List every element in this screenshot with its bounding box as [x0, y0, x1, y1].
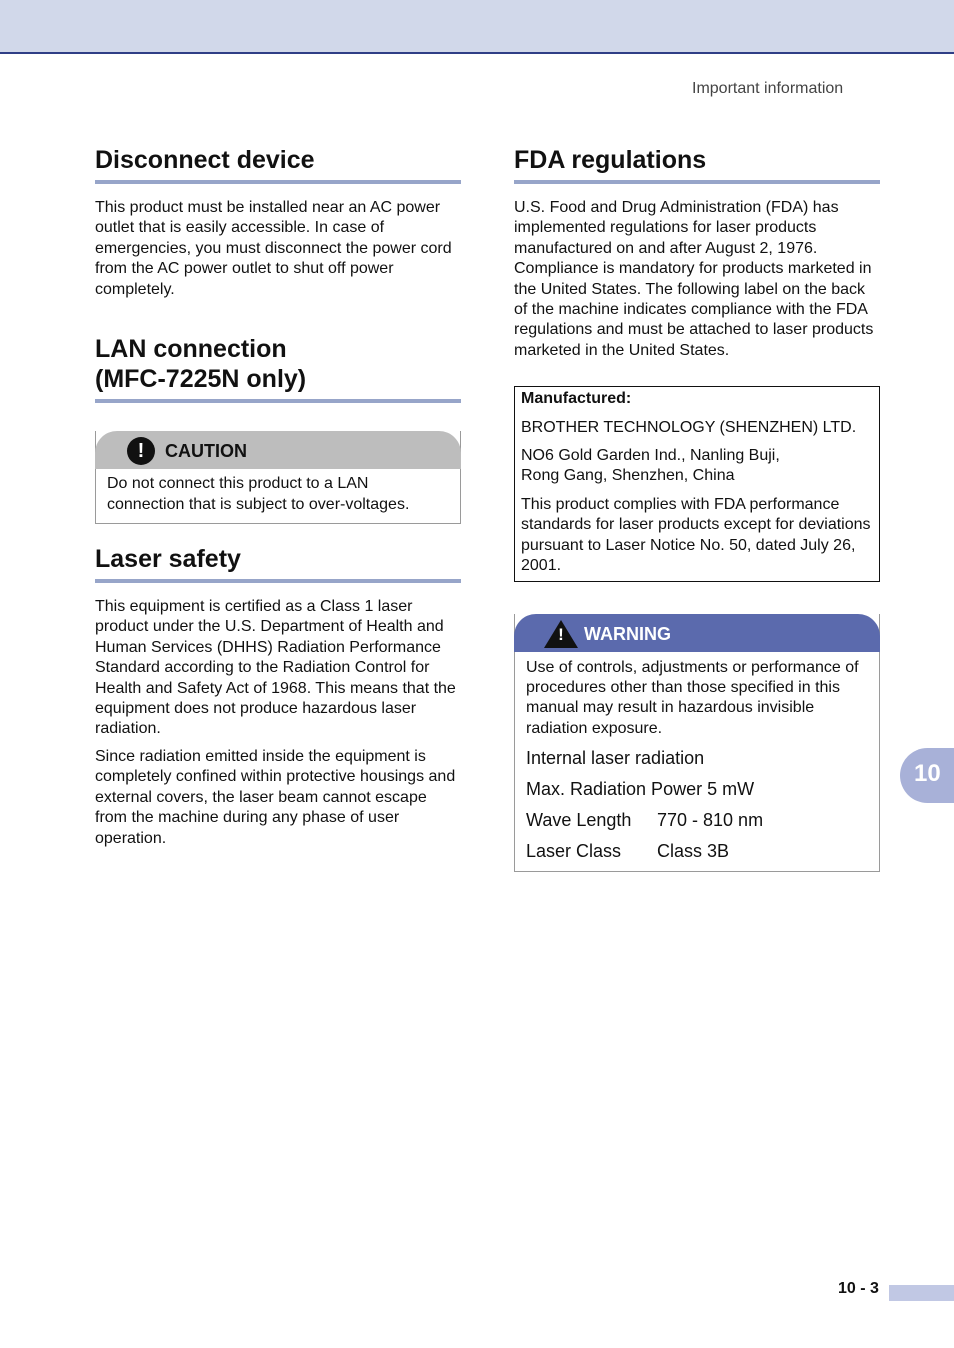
- laser-safety-para2: Since radiation emitted inside the equipment is completely confined within protective housings and external covers, the laser beam cannot escape from the machine during any phase of user operation.: [95, 747, 456, 847]
- warning-text: Use of controls, adjustments or performance of procedures other than those specified in this manual may result in hazardous invisible radiation exposure.: [526, 658, 859, 737]
- right-column: [514, 145, 880, 872]
- laser-power-row: [526, 778, 868, 801]
- heading-rule: [514, 180, 880, 184]
- address-line2: Rong Gang, Shenzhen, China: [521, 467, 735, 485]
- laser-safety-para1: This equipment is certified as a Class 1 laser product under the U.S. Department of Health and Human Services (DHHS) Radiation Performance Standard according to the Radiation Control for Health and Safety Act of 1968. This means that the equipment does not produce hazardous laser radiation.: [95, 598, 456, 738]
- address-line1: NO6 Gold Garden Ind., Nanling Buji,: [521, 447, 780, 465]
- laser-internal: Internal laser radiation: [526, 748, 705, 769]
- laser-internal-row: [526, 747, 868, 770]
- heading-rule: [95, 399, 461, 403]
- caution-header: [95, 431, 461, 469]
- fda-label-compliance: This product complies with FDA performance standards for laser products except for deviations pursuant to Laser Notice No. 50, dated July 26, 2001.: [521, 495, 871, 575]
- disconnect-heading: Disconnect device: [95, 146, 315, 174]
- caution-box: [95, 431, 461, 524]
- caution-text: Do not connect this product to a LAN connection that is subject to over-voltages.: [107, 475, 410, 514]
- heading-rule: [95, 579, 461, 583]
- heading-rule: [95, 180, 461, 184]
- lan-heading-line2: (MFC-7225N only): [95, 365, 307, 394]
- warning-box: [514, 614, 880, 873]
- disconnect-text: This product must be installed near an AC power outlet that is easily accessible. In case of emergencies, you must disconnect the power cord from the AC power outlet to shut off power completely.: [95, 199, 452, 298]
- fda-label-address: [521, 446, 873, 487]
- left-column: [95, 145, 461, 849]
- exclamation-circle-icon: !: [127, 437, 155, 465]
- page-number: 10 - 3: [838, 1280, 879, 1297]
- warning-label: WARNING: [584, 623, 671, 644]
- wave-length-key: Wave Length: [526, 810, 632, 831]
- warning-exclamation: !: [558, 624, 564, 644]
- laser-wave-row: [526, 809, 868, 832]
- footer-bar: [889, 1285, 954, 1301]
- lan-heading-line1: LAN connection: [95, 335, 287, 364]
- fda-text: U.S. Food and Drug Administration (FDA) has implemented regulations for laser products manufactured on and after August 2, 1976. Compliance is mandatory for products marketed in the United States. The following label on the back of the machine indicates compliance with the FDA regulations and must be attached to laser products marketed in the United States.: [514, 199, 874, 359]
- laser-safety-heading: Laser safety: [95, 545, 241, 574]
- fda-label-box: [514, 386, 880, 581]
- warning-body: [515, 652, 879, 872]
- running-head: Important information: [692, 80, 844, 97]
- warning-header: [514, 614, 880, 652]
- header-band: [0, 0, 954, 54]
- chapter-tab: [900, 748, 954, 803]
- laser-class-row: [526, 840, 868, 863]
- laser-class-value: Class 3B: [657, 841, 730, 862]
- laser-max-power: Max. Radiation Power 5 mW: [526, 779, 755, 800]
- fda-label-company: BROTHER TECHNOLOGY (SHENZHEN) LTD.: [521, 418, 857, 436]
- lan-heading: [95, 334, 461, 394]
- fda-heading: FDA regulations: [514, 146, 707, 174]
- caution-label: CAUTION: [165, 441, 247, 462]
- laser-class-key: Laser Class: [526, 841, 622, 862]
- chapter-number: 10: [914, 760, 941, 787]
- fda-label-heading: Manufactured:: [521, 390, 632, 408]
- wave-length-value: 770 - 810 nm: [657, 810, 764, 831]
